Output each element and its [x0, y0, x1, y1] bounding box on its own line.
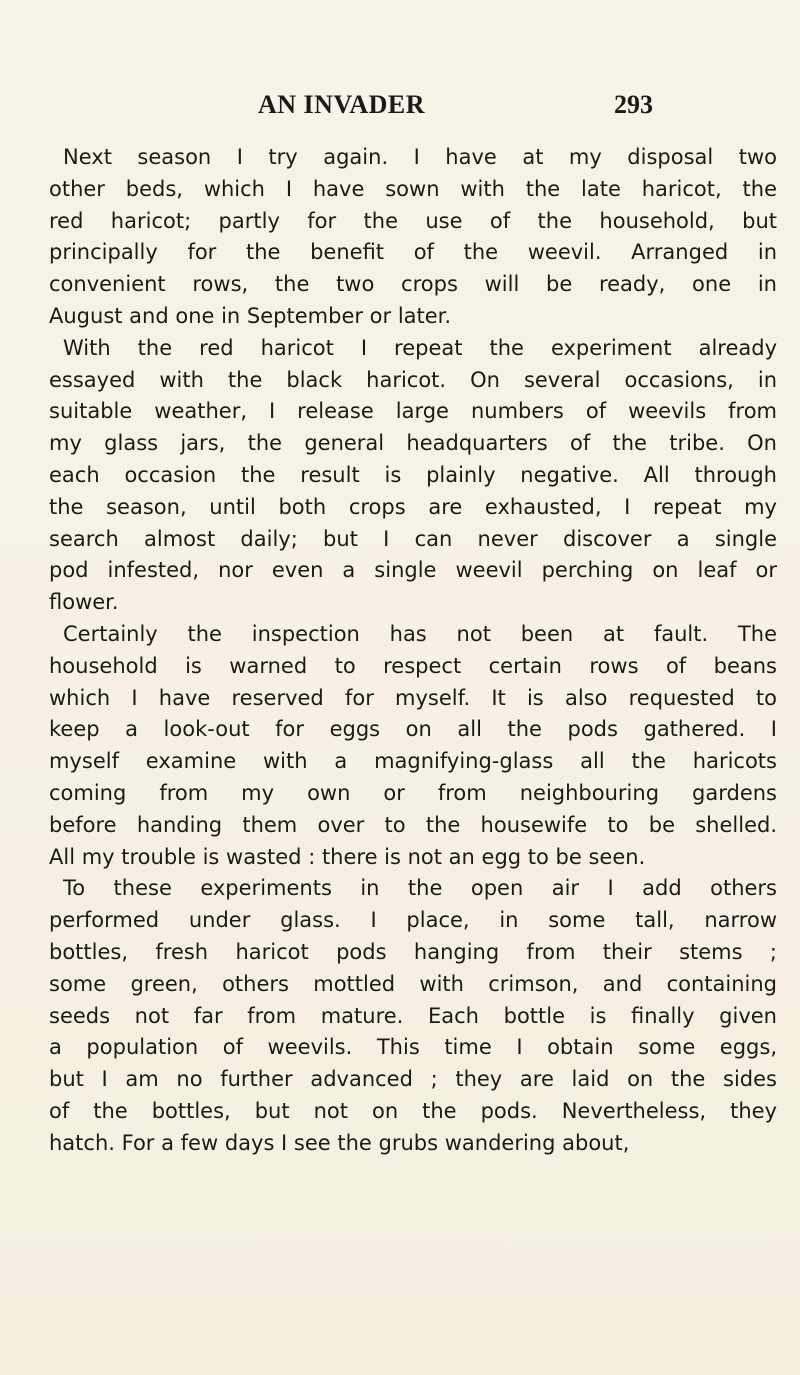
text-line: coming from my own or from neighbouring gardens	[49, 780, 777, 805]
text-line: which I have reserved for myself. It is also requested to	[49, 685, 777, 710]
text-line: my glass jars, the general headquarters of the tribe. On	[49, 431, 777, 456]
text-line: pod infested, nor even a single weevil perching on leaf or	[49, 558, 777, 583]
text-line: the season, until both crops are exhausted, I repeat my	[49, 494, 777, 519]
text-line: bottles, fresh haricot pods hanging from their stems ;	[49, 939, 777, 964]
text-line: keep a look-out for eggs on all the pods gathered. I	[49, 717, 777, 742]
running-head	[0, 90, 800, 124]
text-line: principally for the benefit of the weevil. Arranged in	[49, 240, 777, 265]
page-number: 293	[614, 90, 653, 119]
text-line: other beds, which I have sown with the late haricot, the	[49, 176, 777, 201]
text-line: search almost daily; but I can never discover a single	[49, 526, 777, 551]
text-line: household is warned to respect certain rows of beans	[49, 653, 777, 678]
text-line: Next season I try again. I have at my disposal two	[63, 145, 777, 169]
text-line: before handing them over to the housewife to be shelled.	[49, 812, 777, 837]
text-line: of the bottles, but not on the pods. Nevertheless, they	[49, 1098, 777, 1123]
text-line: essayed with the black haricot. On several occasions, in	[49, 367, 777, 392]
text-line: myself examine with a magnifying-glass all the haricots	[49, 749, 777, 774]
text-line: seeds not far from mature. Each bottle is finally given	[49, 1003, 777, 1028]
text-line: performed under glass. I place, in some tall, narrow	[49, 908, 777, 933]
text-line: hatch. For a few days I see the grubs wandering about,	[49, 1130, 630, 1155]
text-line: convenient rows, the two crops will be ready, one in	[49, 272, 777, 297]
text-line: red haricot; partly for the use of the household, but	[49, 208, 777, 233]
text-line: a population of weevils. This time I obtain some eggs,	[49, 1035, 777, 1060]
body-text	[49, 142, 777, 1160]
text-line: All my trouble is wasted : there is not an egg to be seen.	[49, 844, 646, 869]
text-line: To these experiments in the open air I add others	[63, 876, 777, 901]
running-title: AN INVADER	[258, 90, 426, 119]
text-line: With the red haricot I repeat the experiment already	[63, 335, 777, 360]
text-line: flower.	[49, 590, 119, 615]
text-line: each occasion the result is plainly negative. All through	[49, 462, 777, 487]
text-line: Certainly the inspection has not been at fault. The	[63, 621, 777, 646]
text-line: but I am no further advanced ; they are laid on the sides	[49, 1067, 777, 1092]
text-line: suitable weather, I release large numbers of weevils from	[49, 399, 777, 424]
text-line: some green, others mottled with crimson, and containing	[49, 971, 777, 996]
text-line: August and one in September or later.	[49, 303, 452, 328]
